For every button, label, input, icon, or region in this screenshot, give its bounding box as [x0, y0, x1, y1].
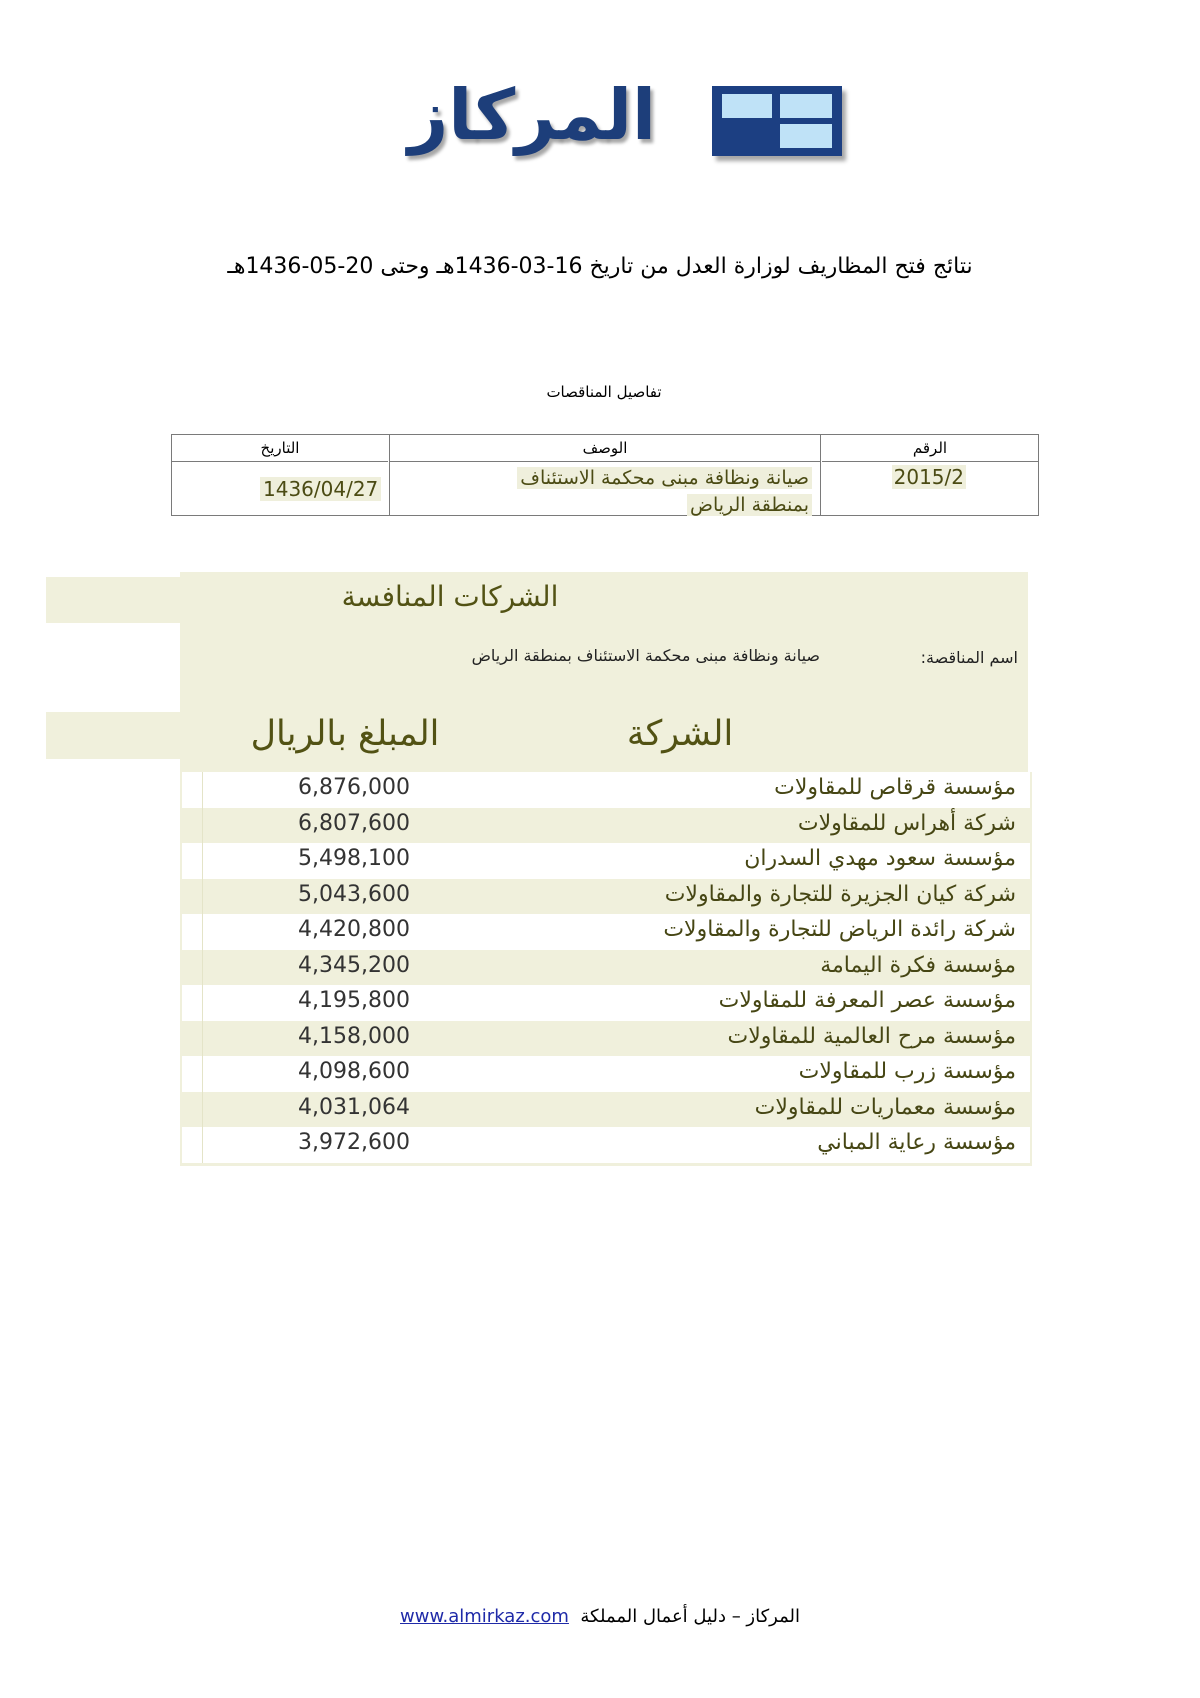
company-name: شركة كيان الجزيرة للتجارة والمقاولات	[664, 881, 1016, 907]
company-name: مؤسسة فكرة اليمامة	[820, 952, 1016, 978]
page-footer	[300, 1606, 900, 1627]
details-caption: تفاصيل المناقصات	[546, 383, 662, 401]
table-row	[182, 879, 1030, 915]
company-name: مؤسسة سعود مهدي السدران	[744, 846, 1016, 871]
table-row	[182, 914, 1030, 950]
tender-description	[432, 465, 812, 519]
tender-date: 1436/04/27	[260, 477, 381, 501]
table-row	[182, 808, 1030, 844]
date-column	[172, 435, 388, 515]
competitors-table	[180, 772, 1032, 1166]
bid-amount: 6,807,600	[298, 810, 410, 836]
table-row	[182, 1127, 1030, 1163]
table-row	[182, 1092, 1030, 1128]
description-column	[389, 435, 821, 515]
company-name: مؤسسة رعاية المباني	[817, 1130, 1016, 1155]
bid-amount: 6,876,000	[298, 775, 410, 800]
tender-name: صيانة ونظافة مبنى محكمة الاستئناف بمنطقة الرياض	[471, 646, 820, 665]
company-name: مؤسسة قرقاص للمقاولات	[774, 775, 1016, 800]
table-row	[182, 1056, 1030, 1092]
decorative-band	[46, 712, 180, 759]
bid-amount: 5,043,600	[298, 881, 410, 907]
tender-details-table	[171, 434, 1039, 516]
bid-amount: 4,345,200	[298, 952, 410, 978]
company-name: شركة أهراس للمقاولات	[797, 810, 1016, 836]
page-title: نتائج فتح المظاريف لوزارة العدل من تاريخ 16-03-1436هـ وحتى 20-05-1436هـ	[227, 254, 973, 279]
table-row	[182, 985, 1030, 1021]
bid-amount: 3,972,600	[298, 1130, 410, 1155]
company-name: مؤسسة معماريات للمقاولات	[754, 1094, 1016, 1120]
tender-name-label: اسم المناقصة:	[920, 648, 1018, 667]
tender-number: 2015/2	[893, 465, 964, 489]
website-link[interactable]: www.almirkaz.com	[400, 1606, 569, 1627]
company-name: مؤسسة زرب للمقاولات	[798, 1059, 1016, 1084]
description-header: الوصف	[390, 435, 820, 462]
decorative-band	[46, 577, 180, 623]
logo-wordmark: المركاز	[407, 74, 657, 156]
company-column-header: الشركة	[626, 714, 734, 754]
description-line-2: بمنطقة الرياض	[687, 494, 812, 516]
table-row	[182, 950, 1030, 986]
company-name: مؤسسة عصر المعرفة للمقاولات	[718, 988, 1016, 1013]
table-row	[182, 772, 1030, 808]
logo-grid-icon	[712, 86, 842, 156]
bid-amount: 4,420,800	[298, 917, 410, 942]
bid-amount: 4,195,800	[298, 988, 410, 1013]
competitors-title: الشركات المنافسة	[341, 580, 559, 613]
bid-amount: 4,098,600	[298, 1059, 410, 1084]
bid-amount: 4,031,064	[298, 1094, 410, 1120]
bid-amount: 4,158,000	[298, 1023, 410, 1049]
almirkaz-logo	[372, 74, 852, 162]
company-name: شركة رائدة الرياض للتجارة والمقاولات	[663, 917, 1016, 942]
company-name: مؤسسة مرح العالمية للمقاولات	[727, 1023, 1016, 1049]
table-row	[182, 843, 1030, 879]
table-row	[182, 1021, 1030, 1057]
description-line-1: صيانة ونظافة مبنى محكمة الاستئناف	[517, 467, 812, 489]
number-header: الرقم	[822, 435, 1038, 462]
number-column	[822, 435, 1038, 515]
footer-text: المركاز – دليل أعمال المملكة	[580, 1606, 800, 1627]
amount-column-header: المبلغ بالريال	[250, 714, 440, 754]
bid-amount: 5,498,100	[298, 846, 410, 871]
date-header: التاريخ	[172, 435, 388, 462]
